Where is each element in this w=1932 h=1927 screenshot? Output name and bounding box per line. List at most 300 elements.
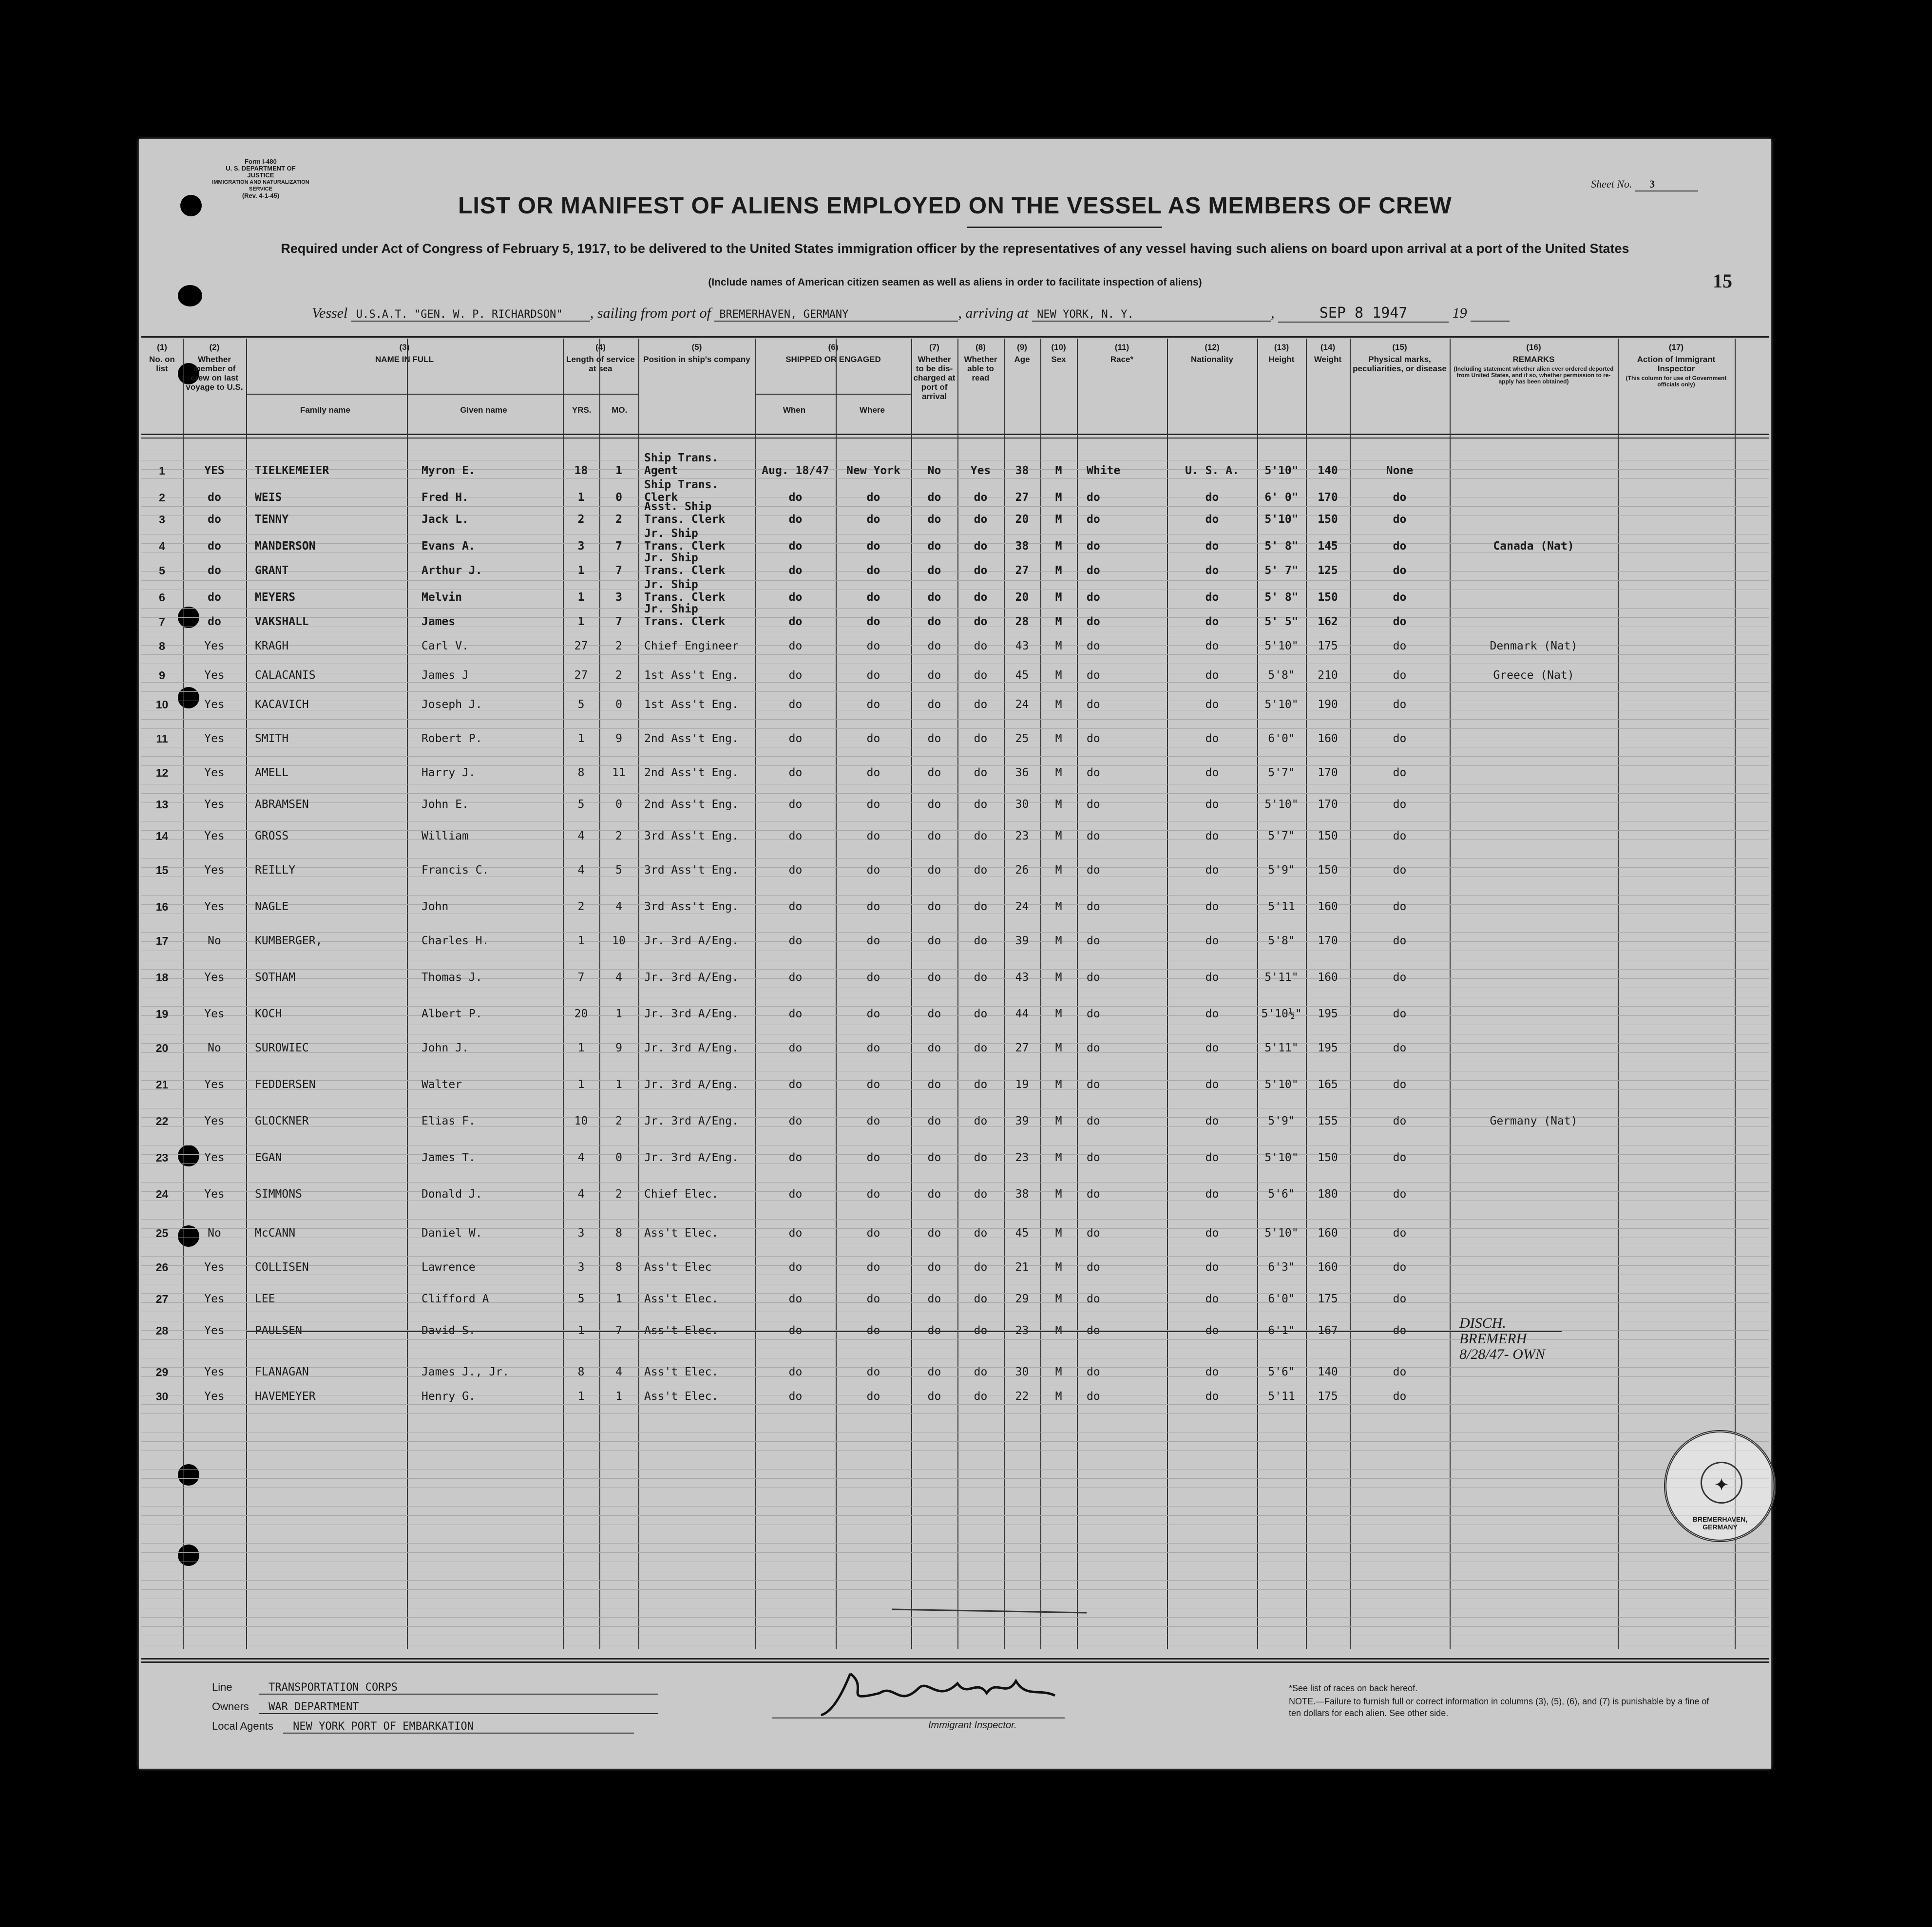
owners-value: WAR DEPARTMENT xyxy=(259,1701,658,1714)
cell-yrs: 4 xyxy=(577,1188,585,1201)
column-header xyxy=(1450,343,1618,385)
cell-read: do xyxy=(974,1227,988,1240)
cell-where: do xyxy=(866,540,880,553)
cell-family: COLLISEN xyxy=(255,1261,309,1274)
cell-given: Arthur J. xyxy=(421,564,482,577)
cell-yrs: 3 xyxy=(577,1261,585,1274)
cell-wt: 165 xyxy=(1318,1078,1338,1091)
table-row xyxy=(139,816,1771,845)
cell-phys: do xyxy=(1393,513,1407,526)
cell-read: do xyxy=(974,1008,988,1020)
cell-read: do xyxy=(974,971,988,984)
column-label: Nationality xyxy=(1191,355,1233,364)
cell-family: SUROWIEC xyxy=(255,1042,309,1054)
cell-nat: do xyxy=(1205,591,1219,604)
cell-yrs: 4 xyxy=(577,830,585,842)
cell-mo: 4 xyxy=(615,1366,622,1378)
cell-ht: 5'11" xyxy=(1264,971,1299,984)
cell-when: do xyxy=(788,732,803,745)
cell-where: do xyxy=(866,1115,880,1127)
cell-where: do xyxy=(866,1227,880,1240)
cell-nat: do xyxy=(1205,1261,1219,1274)
cell-where: do xyxy=(866,1078,880,1091)
cell-mo: 1 xyxy=(615,1390,622,1403)
cell-family: KOCH xyxy=(255,1008,282,1020)
cell-yrs: 1 xyxy=(577,732,585,745)
cell-wt: 160 xyxy=(1318,900,1338,913)
cell-ht: 5'6" xyxy=(1268,1366,1295,1378)
cell-when: do xyxy=(788,640,803,652)
cell-last: Yes xyxy=(204,732,225,745)
cell-age: 43 xyxy=(1015,971,1029,984)
cell-given: Robert P. xyxy=(421,732,482,745)
cell-given: John xyxy=(421,900,449,913)
cell-where: do xyxy=(866,830,880,842)
cell-given: Henry G. xyxy=(421,1390,476,1403)
cell-sex: M xyxy=(1055,491,1062,504)
cell-sex: M xyxy=(1055,1115,1062,1127)
ruled-line xyxy=(141,1580,1769,1581)
cell-when: do xyxy=(788,864,803,877)
cell-position: Jr. Ship xyxy=(644,578,698,591)
cell-mo: 0 xyxy=(615,798,622,811)
cell-dis: do xyxy=(927,864,941,877)
cell-mo: 1 xyxy=(615,1293,622,1305)
form-revision: (Rev. 4-1-45) xyxy=(242,192,280,199)
ruled-line xyxy=(141,1617,1769,1618)
cell-no: 9 xyxy=(159,669,165,682)
cell-read: do xyxy=(974,491,988,504)
cell-when: do xyxy=(788,1324,803,1337)
cell-mo: 2 xyxy=(615,1188,622,1201)
cell-family: SIMMONS xyxy=(255,1188,302,1201)
cell-nat: do xyxy=(1205,1293,1219,1305)
cell-read: do xyxy=(974,1151,988,1164)
cell-sex: M xyxy=(1055,935,1062,947)
cell-wt: 150 xyxy=(1318,864,1338,877)
cell-wt: 180 xyxy=(1318,1188,1338,1201)
cell-given: John E. xyxy=(421,798,469,811)
cell-ht: 5'9" xyxy=(1268,1115,1295,1127)
cell-position: Jr. Ship xyxy=(644,603,698,615)
column-header xyxy=(755,343,911,415)
cell-when: do xyxy=(788,935,803,947)
port-from: BREMERHAVEN, GERMANY xyxy=(714,308,958,322)
cell-yrs: 2 xyxy=(577,900,585,913)
ruled-line xyxy=(141,1478,1769,1479)
column-header xyxy=(638,343,755,364)
cell-yrs: 1 xyxy=(577,591,585,604)
cell-phys: do xyxy=(1393,591,1407,604)
cell-yrs: 5 xyxy=(577,1293,585,1305)
cell-position: Jr. 3rd A/Eng. xyxy=(644,1078,739,1091)
cell-race: do xyxy=(1087,1324,1100,1337)
cell-wt: 150 xyxy=(1318,513,1338,526)
cell-where: do xyxy=(866,1188,880,1201)
cell-position: 2nd Ass't Eng. xyxy=(644,732,739,745)
cell-rem: Canada (Nat) xyxy=(1493,540,1574,553)
cell-position: 3rd Ass't Eng. xyxy=(644,864,739,877)
eagle-icon: ✦ xyxy=(1701,1462,1742,1504)
cell-where: do xyxy=(866,615,880,628)
sheet-number xyxy=(1591,178,1698,191)
cell-nat: do xyxy=(1205,1227,1219,1240)
cell-position: 2nd Ass't Eng. xyxy=(644,766,739,779)
cell-where: do xyxy=(866,864,880,877)
cell-race: do xyxy=(1087,1261,1100,1274)
cell-position-line2: Trans. Clerk xyxy=(644,564,726,577)
cell-last: Yes xyxy=(204,1115,225,1127)
cell-when: do xyxy=(788,1188,803,1201)
cell-race: do xyxy=(1087,1151,1100,1164)
table-row xyxy=(139,626,1771,655)
page-title: LIST OR MANIFEST OF ALIENS EMPLOYED ON THE VESSEL AS MEMBERS OF CREW xyxy=(458,193,1452,219)
column-number: (13) xyxy=(1274,343,1289,352)
cell-race: do xyxy=(1087,640,1100,652)
cell-dis: do xyxy=(927,540,941,553)
cell-sex: M xyxy=(1055,1324,1062,1337)
cell-phys: do xyxy=(1393,540,1407,553)
cell-read: do xyxy=(974,513,988,526)
cell-where: do xyxy=(866,1042,880,1054)
cell-when: do xyxy=(788,971,803,984)
cell-when: do xyxy=(788,698,803,711)
cell-last: Yes xyxy=(204,1366,225,1378)
cell-family: EGAN xyxy=(255,1151,282,1164)
column-number: (2) xyxy=(209,343,220,352)
cell-sex: M xyxy=(1055,1227,1062,1240)
cell-last: do xyxy=(208,564,221,577)
strike-through-line xyxy=(246,1331,1562,1332)
cell-dis: do xyxy=(927,1078,941,1091)
cell-read: do xyxy=(974,540,988,553)
cell-when: do xyxy=(788,900,803,913)
cell-no: 6 xyxy=(159,591,165,604)
cell-position-line2: Trans. Clerk xyxy=(644,513,726,526)
cell-when: do xyxy=(788,1390,803,1403)
cell-mo: 1 xyxy=(615,1008,622,1020)
cell-family: NAGLE xyxy=(255,900,289,913)
cell-phys: do xyxy=(1393,1261,1407,1274)
cell-race: do xyxy=(1087,900,1100,913)
cell-family: KRAGH xyxy=(255,640,289,652)
cell-age: 25 xyxy=(1015,732,1029,745)
cell-sex: M xyxy=(1055,830,1062,842)
table-row xyxy=(139,1376,1771,1406)
vessel-line: Vessel U.S.A.T. "GEN. W. P. RICHARDSON" , sailing from port of BREMERHAVEN, GERMANY , arriving at NEW YORK, N. Y. , SEP 8 1947 19 xyxy=(312,305,1725,324)
cell-where: New York xyxy=(846,464,900,477)
cell-read: do xyxy=(974,732,988,745)
cell-yrs: 27 xyxy=(574,669,588,682)
cell-no: 28 xyxy=(155,1324,169,1337)
cell-family: SMITH xyxy=(255,732,289,745)
cell-when: do xyxy=(788,513,803,526)
ruled-line xyxy=(141,1506,1769,1507)
cell-nat: do xyxy=(1205,971,1219,984)
cell-dis: do xyxy=(927,935,941,947)
cell-age: 27 xyxy=(1015,1042,1029,1054)
cell-race: do xyxy=(1087,615,1100,628)
cell-mo: 2 xyxy=(615,669,622,682)
cell-sex: M xyxy=(1055,464,1062,477)
table-row xyxy=(139,1028,1771,1057)
column-subheader: YRS. xyxy=(572,405,592,415)
table-row xyxy=(139,499,1771,529)
cell-ht: 5'10½" xyxy=(1261,1008,1302,1020)
cell-dis: do xyxy=(927,1042,941,1054)
cell-read: do xyxy=(974,935,988,947)
column-number: (3) xyxy=(399,343,410,352)
cell-read: do xyxy=(974,1261,988,1274)
table-row xyxy=(139,1065,1771,1094)
cell-sex: M xyxy=(1055,640,1062,652)
cell-mo: 9 xyxy=(615,1042,622,1054)
cell-age: 38 xyxy=(1015,1188,1029,1201)
cell-yrs: 20 xyxy=(574,1008,588,1020)
cell-mo: 9 xyxy=(615,732,622,745)
cell-dis: do xyxy=(927,900,941,913)
cell-read: do xyxy=(974,1115,988,1127)
cell-wt: 145 xyxy=(1318,540,1338,553)
cell-last: Yes xyxy=(204,640,225,652)
cell-no: 19 xyxy=(155,1008,169,1020)
cell-family: VAKSHALL xyxy=(255,615,309,628)
column-header xyxy=(563,343,638,415)
cell-where: do xyxy=(866,1008,880,1020)
cell-rem: Denmark (Nat) xyxy=(1490,640,1578,652)
cell-family: TENNY xyxy=(255,513,289,526)
cell-nat: do xyxy=(1205,540,1219,553)
cell-read: do xyxy=(974,766,988,779)
cell-sex: M xyxy=(1055,732,1062,745)
cell-wt: 150 xyxy=(1318,1151,1338,1164)
cell-position: 1st Ass't Eng. xyxy=(644,669,739,682)
cell-position-line2: Agent xyxy=(644,464,678,477)
cell-last: Yes xyxy=(204,864,225,877)
cell-no: 11 xyxy=(156,732,168,745)
cell-wt: 167 xyxy=(1318,1324,1338,1337)
cell-no: 10 xyxy=(155,698,169,711)
cell-age: 26 xyxy=(1015,864,1029,877)
cell-sex: M xyxy=(1055,971,1062,984)
cell-yrs: 1 xyxy=(577,1324,585,1337)
cell-ht: 5'10" xyxy=(1264,798,1299,811)
cell-mo: 8 xyxy=(615,1227,622,1240)
cell-family: CALACANIS xyxy=(255,669,316,682)
cell-rem: DISCH. BREMERH 8/28/47- OWN xyxy=(1459,1315,1545,1362)
cell-position: Jr. Ship xyxy=(644,552,698,564)
cell-family: FEDDERSEN xyxy=(255,1078,316,1091)
cell-given: Jack L. xyxy=(421,513,469,526)
cell-age: 45 xyxy=(1015,669,1029,682)
cell-family: WEIS xyxy=(255,491,282,504)
cell-family: GROSS xyxy=(255,830,289,842)
cell-position: Ass't Elec. xyxy=(644,1227,719,1240)
cell-last: do xyxy=(208,540,221,553)
cell-race: do xyxy=(1087,1008,1100,1020)
column-number: (4) xyxy=(595,343,606,352)
table-row xyxy=(139,957,1771,987)
cell-ht: 5' 8" xyxy=(1264,591,1299,604)
cell-sex: M xyxy=(1055,864,1062,877)
cell-last: Yes xyxy=(204,1324,225,1337)
cell-race: do xyxy=(1087,591,1100,604)
requirement-text: Required under Act of Congress of February 5, 1917, to be delivered to the United States immigration officer by the representatives of any vessel having such aliens on board upon arrival at a port of the United States xyxy=(281,241,1629,256)
cell-dis: do xyxy=(927,698,941,711)
column-number: (14) xyxy=(1320,343,1336,352)
cell-age: 28 xyxy=(1015,615,1029,628)
cell-where: do xyxy=(866,564,880,577)
cell-phys: do xyxy=(1393,1390,1407,1403)
ruled-line xyxy=(141,1543,1769,1544)
cell-given: William xyxy=(421,830,469,842)
cell-dis: do xyxy=(927,971,941,984)
cell-nat: do xyxy=(1205,1390,1219,1403)
cell-when: do xyxy=(788,669,803,682)
cell-given: Daniel W. xyxy=(421,1227,482,1240)
column-number: (16) xyxy=(1526,343,1541,352)
cell-no: 21 xyxy=(155,1078,169,1091)
cell-last: No xyxy=(208,935,221,947)
cell-last: Yes xyxy=(204,971,225,984)
cell-mo: 7 xyxy=(615,564,622,577)
cell-phys: do xyxy=(1393,1042,1407,1054)
cell-mo: 2 xyxy=(615,1115,622,1127)
column-label: REMARKS xyxy=(1512,355,1555,364)
column-number: (6) xyxy=(828,343,839,352)
cell-dis: do xyxy=(927,1115,941,1127)
cell-last: Yes xyxy=(204,1008,225,1020)
cell-sex: M xyxy=(1055,615,1062,628)
cell-given: James T. xyxy=(421,1151,476,1164)
cell-no: 14 xyxy=(155,830,169,842)
cell-given: Charles H. xyxy=(421,935,489,947)
cell-last: YES xyxy=(204,464,225,477)
cell-age: 45 xyxy=(1015,1227,1029,1240)
cell-age: 39 xyxy=(1015,1115,1029,1127)
cell-no: 22 xyxy=(155,1115,169,1127)
cell-ht: 5'10" xyxy=(1264,464,1299,477)
cell-last: Yes xyxy=(204,1151,225,1164)
cell-phys: do xyxy=(1393,971,1407,984)
column-subheader: Given name xyxy=(460,405,507,415)
footer-owners xyxy=(212,1700,658,1714)
cell-given: Francis C. xyxy=(421,864,489,877)
cell-ht: 6'0" xyxy=(1268,732,1295,745)
cell-mo: 7 xyxy=(615,1324,622,1337)
cell-wt: 175 xyxy=(1318,1390,1338,1403)
cell-phys: do xyxy=(1393,1227,1407,1240)
cell-last: Yes xyxy=(204,698,225,711)
cell-position: 2nd Ass't Eng. xyxy=(644,798,739,811)
cell-no: 27 xyxy=(155,1293,169,1305)
cell-read: do xyxy=(974,900,988,913)
cell-race: do xyxy=(1087,1227,1100,1240)
cell-race: do xyxy=(1087,864,1100,877)
cell-mo: 3 xyxy=(615,591,622,604)
cell-age: 19 xyxy=(1015,1078,1029,1091)
cell-position: Ass't Elec xyxy=(644,1261,712,1274)
cell-when: do xyxy=(788,1115,803,1127)
cell-position: Ship Trans. xyxy=(644,478,719,491)
cell-when: do xyxy=(788,615,803,628)
column-number: (9) xyxy=(1017,343,1027,352)
cell-wt: 160 xyxy=(1318,1261,1338,1274)
cell-family: AMELL xyxy=(255,766,289,779)
cell-sex: M xyxy=(1055,1042,1062,1054)
table-row xyxy=(139,1138,1771,1167)
cell-phys: do xyxy=(1393,1115,1407,1127)
cell-nat: do xyxy=(1205,564,1219,577)
cell-wt: 140 xyxy=(1318,1366,1338,1378)
ruled-line xyxy=(141,1441,1769,1442)
punch-hole xyxy=(178,285,202,306)
column-label: Whether able to read xyxy=(964,355,997,382)
cell-no: 30 xyxy=(155,1390,169,1403)
cell-position: Jr. 3rd A/Eng. xyxy=(644,935,739,947)
cell-ht: 5'7" xyxy=(1268,766,1295,779)
cell-phys: do xyxy=(1393,491,1407,504)
cell-where: do xyxy=(866,513,880,526)
column-label: Physical marks, peculiarities, or disease xyxy=(1353,355,1447,373)
cell-position-line2: Trans. Clerk xyxy=(644,615,726,628)
cell-nat: do xyxy=(1205,830,1219,842)
column-label: Race* xyxy=(1110,355,1134,364)
cell-mo: 4 xyxy=(615,971,622,984)
cell-given: Walter xyxy=(421,1078,462,1091)
cell-given: James J., Jr. xyxy=(421,1366,510,1378)
cell-when: do xyxy=(788,1366,803,1378)
cell-no: 1 xyxy=(159,464,165,477)
subheader-row xyxy=(563,394,638,415)
cell-dis: do xyxy=(927,615,941,628)
cell-wt: 195 xyxy=(1318,1008,1338,1020)
cell-age: 20 xyxy=(1015,513,1029,526)
cell-last: Yes xyxy=(204,830,225,842)
cell-dis: do xyxy=(927,564,941,577)
cell-age: 39 xyxy=(1015,935,1029,947)
cell-where: do xyxy=(866,1261,880,1274)
table-row xyxy=(139,451,1771,480)
agents-label: Local Agents xyxy=(212,1720,273,1732)
cell-sex: M xyxy=(1055,698,1062,711)
cell-phys: do xyxy=(1393,640,1407,652)
cell-last: Yes xyxy=(204,1293,225,1305)
cell-given: Myron E. xyxy=(421,464,476,477)
cell-ht: 5'7" xyxy=(1268,830,1295,842)
cell-when: do xyxy=(788,766,803,779)
cell-read: do xyxy=(974,1324,988,1337)
line-value: TRANSPORTATION CORPS xyxy=(259,1681,658,1695)
cell-no: 29 xyxy=(155,1366,169,1378)
cell-position: Ship Trans. xyxy=(644,452,719,464)
cell-last: Yes xyxy=(204,798,225,811)
table-row xyxy=(139,719,1771,748)
cell-yrs: 7 xyxy=(577,971,585,984)
column-header xyxy=(246,343,563,415)
cell-no: 26 xyxy=(155,1261,169,1274)
cell-phys: do xyxy=(1393,669,1407,682)
cell-nat: do xyxy=(1205,1042,1219,1054)
cell-race: do xyxy=(1087,830,1100,842)
cell-dis: do xyxy=(927,1008,941,1020)
cell-last: Yes xyxy=(204,766,225,779)
cell-ht: 5' 5" xyxy=(1264,615,1299,628)
cell-wt: 155 xyxy=(1318,1115,1338,1127)
cell-given: Fred H. xyxy=(421,491,469,504)
cell-read: do xyxy=(974,564,988,577)
cell-sex: M xyxy=(1055,900,1062,913)
